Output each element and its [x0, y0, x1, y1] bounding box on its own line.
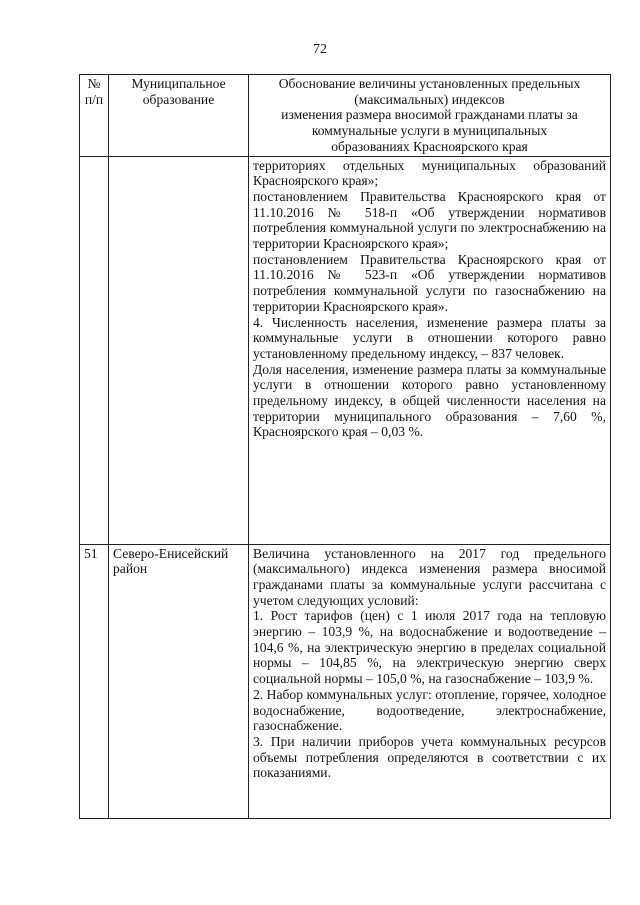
row-number-cell: 51: [80, 544, 109, 818]
row-justification-cell: [249, 544, 611, 818]
header-justification-line: изменения размера вносимой гражданами платы за: [281, 107, 578, 123]
table-row: [80, 156, 611, 544]
row-municipality-cell: Северо-Енисейский район: [109, 544, 249, 818]
table-row: [80, 544, 611, 818]
tariff-index-table: [79, 74, 611, 819]
header-justification: [249, 75, 611, 157]
header-municipality-line: образование: [142, 91, 215, 107]
header-justification-line: коммунальные услуги в муниципальных: [311, 123, 548, 139]
header-municipality-line: Муниципальное: [131, 76, 226, 91]
header-justification-line: Обоснование величины установленных предельных: [278, 76, 581, 91]
justification-paragraph: постановлением Правительства Красноярского края от 11.10.2016 № 518-п «Об утверждении нормативов потребления коммунальной услуги по электроснабжению на территории Красноярского края»;: [253, 188, 606, 252]
justification-paragraph: 3. При наличии приборов учета коммунальных ресурсов объемы потребления определяются в соответствии с их показаниями.: [253, 733, 606, 781]
header-justification-line: образованиях Красноярского края: [331, 138, 528, 154]
header-justification-line: (максимальных) индексов: [354, 91, 505, 107]
row-municipality-cell: [109, 156, 249, 544]
justification-paragraph: территориях отдельных муниципальных образований Красноярского края»;: [253, 157, 606, 189]
header-number: [80, 75, 109, 157]
justification-paragraph: постановлением Правительства Красноярского края от 11.10.2016 № 523-п «Об утверждении нормативов потребления коммунальной услуги по газоснабжению на территории Красноярского края».: [253, 251, 606, 314]
justification-paragraph: Доля населения, изменение размера платы за коммунальные услуги в отношении которого равно установленному предельному индексу, в общей численности населения на территории муниципального образования – 7,60 %, Красноярского края – 0,03 %.: [253, 361, 606, 440]
header-municipality: [109, 75, 249, 157]
row-number-cell: [80, 156, 109, 544]
justification-paragraph: 4. Численность населения, изменение размера платы за коммунальные услуги в отношении которого равно установленному предельному индексу, – 837 человек.: [253, 314, 606, 361]
justification-paragraph: 1. Рост тарифов (цен) с 1 июля 2017 года на тепловую энергию – 103,9 %, на водоснабжение и водоотведение – 104,6 %, на электрическую энергию в пределах социальной нормы – 104,85 %, на электрическую энергию сверх социальной нормы – 105,0 %, на газоснабжение – 103,9 %.: [253, 608, 606, 687]
table-header-row: [80, 75, 611, 157]
header-number-line: №: [87, 76, 101, 91]
page-number: 72: [313, 42, 327, 57]
justification-paragraph: 2. Набор коммунальных услуг: отопление, горячее, холодное водоснабжение, водоотведение, электроснабжение, газоснабжение.: [253, 686, 606, 734]
row-justification-cell: [249, 156, 611, 544]
justification-paragraph: Величина установленного на 2017 год предельного (максимального) индекса изменения размера вносимой гражданами платы за коммунальные услуги рассчитана с учетом следующих условий:: [253, 545, 606, 608]
header-number-line: п/п: [84, 91, 104, 107]
